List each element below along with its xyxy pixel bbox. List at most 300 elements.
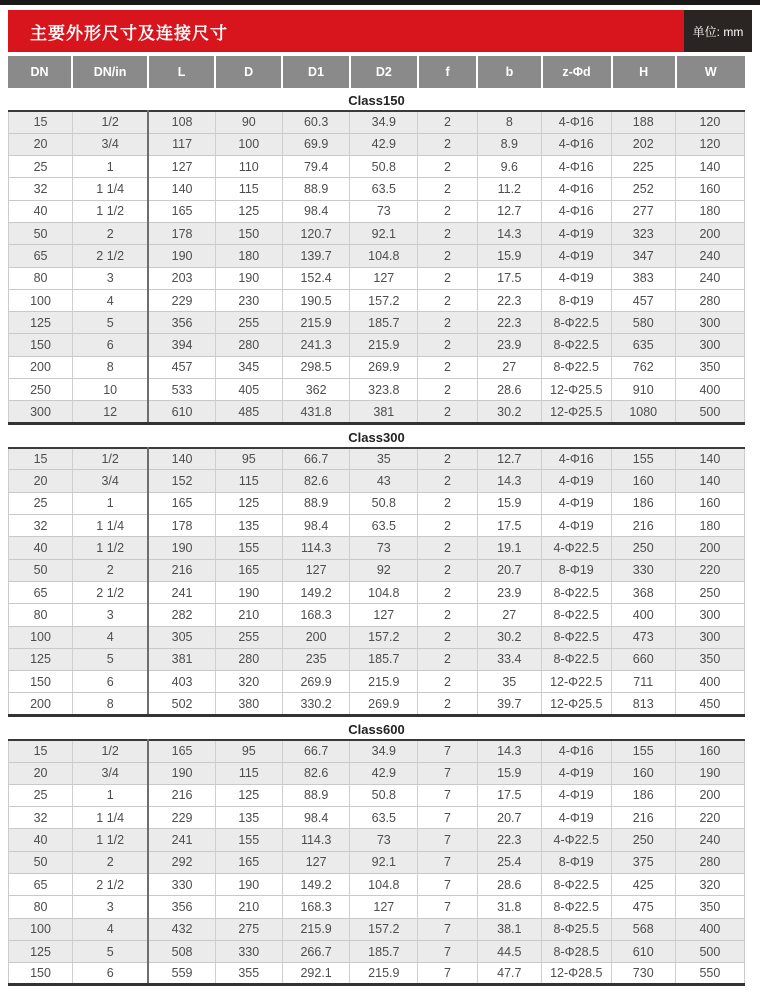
table-cell: 350 [675,648,744,670]
table-cell: 368 [611,581,675,603]
table-cell: 610 [148,401,215,423]
table-cell: 12-Φ25.5 [541,693,611,715]
table-cell: 220 [675,807,744,829]
table-cell: 381 [350,401,418,423]
table-cell: 127 [282,559,350,581]
table-cell: 1 [73,492,149,514]
table-cell: 178 [148,222,215,244]
table-cell: 7 [418,784,478,806]
table-cell: 88.9 [282,784,350,806]
table-cell: 550 [675,963,744,985]
unit-label: 单位: mm [684,10,752,52]
table-cell: 65 [9,874,73,896]
table-cell: 2 1/2 [73,581,149,603]
table-cell: 135 [215,515,282,537]
table-cell: 8-Φ22.5 [541,312,611,334]
table-cell: 323 [611,222,675,244]
table-cell: 40 [9,537,73,559]
table-cell: 381 [148,648,215,670]
table-row [9,626,745,648]
table-cell: 190 [215,581,282,603]
table-cell: 568 [611,918,675,940]
table-cell: 39.7 [477,693,541,715]
column-header: H [612,56,676,88]
table-cell: 2 [418,156,478,178]
table-row [9,918,745,940]
table-cell: 8-Φ28.5 [541,940,611,962]
table-cell: 7 [418,896,478,918]
table-row [9,470,745,492]
table-cell: 80 [9,896,73,918]
table-cell: 2 [418,289,478,311]
table-cell: 149.2 [282,874,350,896]
table-cell: 20 [9,470,73,492]
table-cell: 150 [9,963,73,985]
table-cell: 2 [418,133,478,155]
table-cell: 210 [215,604,282,626]
table-cell: 15.9 [477,245,541,267]
table-cell: 320 [675,874,744,896]
section-table [8,739,745,987]
table-cell: 292 [148,851,215,873]
table-cell: 127 [282,851,350,873]
table-cell: 25 [9,156,73,178]
table-cell: 98.4 [282,807,350,829]
table-cell: 127 [350,267,418,289]
table-cell: 140 [148,178,215,200]
table-cell: 2 [73,851,149,873]
table-cell: 2 [418,693,478,715]
table-cell: 100 [9,289,73,311]
table-cell: 114.3 [282,829,350,851]
table-row [9,133,745,155]
table-cell: 2 [418,379,478,401]
table-cell: 155 [215,537,282,559]
table-cell: 300 [675,626,744,648]
table-row [9,200,745,222]
table-row [9,762,745,784]
table-cell: 22.3 [477,829,541,851]
table-row [9,448,745,470]
table-cell: 17.5 [477,515,541,537]
table-cell: 4 [73,918,149,940]
table-cell: 139.7 [282,245,350,267]
table-cell: 323.8 [350,379,418,401]
table-cell: 8 [477,111,541,133]
table-cell: 2 [418,604,478,626]
table-cell: 125 [9,648,73,670]
table-cell: 240 [675,245,744,267]
table-cell: 3 [73,604,149,626]
table-row [9,289,745,311]
table-cell: 155 [215,829,282,851]
table-cell: 88.9 [282,492,350,514]
table-cell: 20.7 [477,807,541,829]
table-cell: 50.8 [350,784,418,806]
table-cell: 355 [215,963,282,985]
table-cell: 2 [418,448,478,470]
table-cell: 160 [611,470,675,492]
table-cell: 7 [418,807,478,829]
table-cell: 215.9 [350,671,418,693]
table-cell: 188 [611,111,675,133]
table-cell: 350 [675,896,744,918]
table-row [9,604,745,626]
table-cell: 127 [148,156,215,178]
table-cell: 157.2 [350,289,418,311]
table-cell: 50 [9,559,73,581]
table-cell: 1 [73,784,149,806]
table-row [9,581,745,603]
table-cell: 269.9 [350,356,418,378]
table-cell: 1 1/2 [73,829,149,851]
table-row [9,740,745,762]
table-cell: 160 [675,740,744,762]
table-cell: 104.8 [350,245,418,267]
table-cell: 229 [148,289,215,311]
table-cell: 35 [477,671,541,693]
table-cell: 185.7 [350,940,418,962]
table-cell: 7 [418,874,478,896]
table-cell: 1/2 [73,448,149,470]
table-cell: 63.5 [350,178,418,200]
column-header: DN [8,56,72,88]
table-cell: 241 [148,829,215,851]
table-cell: 250 [611,537,675,559]
table-row [9,111,745,133]
table-cell: 104.8 [350,581,418,603]
table-row [9,312,745,334]
table-cell: 4 [73,289,149,311]
table-cell: 200 [282,626,350,648]
table-cell: 35 [350,448,418,470]
table-cell: 80 [9,267,73,289]
table-cell: 2 [418,267,478,289]
table-cell: 282 [148,604,215,626]
table-cell: 255 [215,626,282,648]
table-cell: 8-Φ25.5 [541,918,611,940]
section-label: Class150 [348,93,405,108]
table-cell: 7 [418,851,478,873]
table-cell: 32 [9,178,73,200]
table-cell: 216 [148,784,215,806]
table-cell: 110 [215,156,282,178]
table-cell: 250 [675,581,744,603]
table-cell: 186 [611,784,675,806]
table-cell: 2 [418,178,478,200]
table-row [9,896,745,918]
table-cell: 9.6 [477,156,541,178]
table-cell: 5 [73,940,149,962]
table-cell: 7 [418,963,478,985]
table-cell: 280 [215,648,282,670]
table-cell: 2 [418,626,478,648]
table-cell: 200 [675,784,744,806]
table-cell: 4-Φ16 [541,740,611,762]
table-cell: 12-Φ25.5 [541,401,611,423]
table-cell: 155 [611,448,675,470]
table-cell: 152 [148,470,215,492]
table-cell: 152.4 [282,267,350,289]
table-cell: 4-Φ19 [541,807,611,829]
table-cell: 157.2 [350,918,418,940]
table-cell: 98.4 [282,200,350,222]
table-row [9,222,745,244]
table-cell: 120.7 [282,222,350,244]
table-cell: 292.1 [282,963,350,985]
table-cell: 4-Φ19 [541,762,611,784]
table-cell: 711 [611,671,675,693]
table-row [9,156,745,178]
table-cell: 34.9 [350,111,418,133]
table-cell: 8-Φ19 [541,559,611,581]
table-row [9,178,745,200]
table-cell: 266.7 [282,940,350,962]
table-cell: 450 [675,693,744,715]
table-cell: 2 [418,111,478,133]
table-cell: 2 [418,312,478,334]
table-cell: 65 [9,245,73,267]
table-cell: 400 [675,379,744,401]
table-cell: 350 [675,356,744,378]
table-cell: 190 [215,874,282,896]
table-cell: 533 [148,379,215,401]
section-table [8,447,745,717]
table-cell: 330 [148,874,215,896]
table-cell: 22.3 [477,312,541,334]
table-cell: 3/4 [73,133,149,155]
table-cell: 2 [418,222,478,244]
table-cell: 11.2 [477,178,541,200]
table-cell: 432 [148,918,215,940]
table-cell: 2 [418,492,478,514]
table-cell: 2 [418,356,478,378]
table-cell: 190 [675,762,744,784]
table-cell: 2 [418,245,478,267]
table-cell: 22.3 [477,289,541,311]
table-cell: 215.9 [282,312,350,334]
table-cell: 762 [611,356,675,378]
column-header: f [418,56,478,88]
table-cell: 168.3 [282,896,350,918]
table-cell: 400 [611,604,675,626]
table-cell: 431.8 [282,401,350,423]
table-cell: 216 [148,559,215,581]
table-cell: 2 [418,537,478,559]
table-row [9,379,745,401]
table-cell: 69.9 [282,133,350,155]
table-row [9,401,745,423]
table-cell: 502 [148,693,215,715]
table-cell: 403 [148,671,215,693]
table-cell: 7 [418,829,478,851]
table-row [9,874,745,896]
table-cell: 190 [148,537,215,559]
table-cell: 79.4 [282,156,350,178]
table-cell: 269.9 [282,671,350,693]
table-cell: 15.9 [477,492,541,514]
table-cell: 12-Φ25.5 [541,379,611,401]
table-cell: 3 [73,267,149,289]
table-cell: 73 [350,537,418,559]
table-cell: 4-Φ19 [541,515,611,537]
table-cell: 15 [9,111,73,133]
table-cell: 1 1/4 [73,515,149,537]
table-cell: 8-Φ19 [541,289,611,311]
table-cell: 90 [215,111,282,133]
table-cell: 114.3 [282,537,350,559]
table-cell: 32 [9,807,73,829]
column-header: D2 [350,56,418,88]
table-cell: 17.5 [477,784,541,806]
table-cell: 241.3 [282,334,350,356]
table-cell: 380 [215,693,282,715]
table-cell: 200 [675,537,744,559]
table-cell: 186 [611,492,675,514]
table-cell: 2 [418,671,478,693]
table-cell: 330 [611,559,675,581]
table-cell: 362 [282,379,350,401]
table-cell: 15 [9,740,73,762]
table-cell: 400 [675,918,744,940]
table-cell: 12 [73,401,149,423]
table-cell: 15.9 [477,762,541,784]
table-row [9,648,745,670]
table-cell: 4-Φ16 [541,200,611,222]
table-cell: 610 [611,940,675,962]
table-cell: 215.9 [350,334,418,356]
table-cell: 43 [350,470,418,492]
table-cell: 2 [418,401,478,423]
table-cell: 252 [611,178,675,200]
table-cell: 165 [148,740,215,762]
table-cell: 300 [675,334,744,356]
table-cell: 66.7 [282,448,350,470]
table-cell: 2 [73,559,149,581]
table-cell: 25.4 [477,851,541,873]
table-cell: 95 [215,740,282,762]
table-cell: 7 [418,740,478,762]
table-cell: 8-Φ22.5 [541,648,611,670]
table-cell: 356 [148,896,215,918]
table-row [9,537,745,559]
table-cell: 3/4 [73,762,149,784]
table-cell: 229 [148,807,215,829]
table-cell: 40 [9,200,73,222]
table-row [9,784,745,806]
table-cell: 60.3 [282,111,350,133]
column-header: W [676,56,745,88]
table-cell: 2 1/2 [73,874,149,896]
table-cell: 178 [148,515,215,537]
table-cell: 42.9 [350,133,418,155]
table-cell: 500 [675,940,744,962]
table-cell: 485 [215,401,282,423]
table-cell: 4-Φ16 [541,178,611,200]
table-cell: 203 [148,267,215,289]
column-header: b [477,56,541,88]
table-cell: 140 [675,448,744,470]
table-cell: 2 [418,334,478,356]
table-cell: 6 [73,671,149,693]
table-cell: 27 [477,604,541,626]
table-cell: 165 [148,492,215,514]
table-cell: 6 [73,334,149,356]
table-cell: 2 [418,581,478,603]
table-cell: 117 [148,133,215,155]
table-cell: 202 [611,133,675,155]
table-cell: 150 [9,334,73,356]
table-cell: 25 [9,492,73,514]
page-title: 主要外形尺寸及连接尺寸 [8,10,684,52]
table-cell: 155 [611,740,675,762]
table-cell: 66.7 [282,740,350,762]
table-cell: 160 [611,762,675,784]
table-row [9,851,745,873]
table-cell: 149.2 [282,581,350,603]
title-row [8,10,752,52]
table-cell: 92.1 [350,851,418,873]
table-cell: 33.4 [477,648,541,670]
table-cell: 345 [215,356,282,378]
table-cell: 320 [215,671,282,693]
table-cell: 65 [9,581,73,603]
table-cell: 6 [73,963,149,985]
table-cell: 20.7 [477,559,541,581]
table-cell: 125 [9,312,73,334]
table-row [9,829,745,851]
table-cell: 215.9 [350,963,418,985]
table-cell: 500 [675,401,744,423]
table-cell: 12-Φ28.5 [541,963,611,985]
table-cell: 82.6 [282,762,350,784]
table-cell: 115 [215,178,282,200]
table-cell: 98.4 [282,515,350,537]
table-cell: 165 [215,851,282,873]
table-cell: 190 [148,245,215,267]
table-cell: 12-Φ22.5 [541,671,611,693]
table-cell: 8-Φ22.5 [541,896,611,918]
table-cell: 120 [675,111,744,133]
table-cell: 910 [611,379,675,401]
column-header-row [8,56,745,88]
table-cell: 280 [675,851,744,873]
table-cell: 1/2 [73,740,149,762]
table-row [9,807,745,829]
table-cell: 216 [611,515,675,537]
table-cell: 8-Φ22.5 [541,581,611,603]
table-cell: 8.9 [477,133,541,155]
table-cell: 42.9 [350,762,418,784]
table-cell: 7 [418,918,478,940]
table-cell: 5 [73,648,149,670]
table-cell: 95 [215,448,282,470]
table-cell: 63.5 [350,807,418,829]
table-cell: 104.8 [350,874,418,896]
table-cell: 165 [215,559,282,581]
table-cell: 25 [9,784,73,806]
table-cell: 180 [675,515,744,537]
table-cell: 73 [350,829,418,851]
table-cell: 8-Φ22.5 [541,604,611,626]
table-cell: 120 [675,133,744,155]
table-cell: 185.7 [350,648,418,670]
table-cell: 241 [148,581,215,603]
table-cell: 1 1/2 [73,537,149,559]
table-row [9,693,745,715]
table-cell: 250 [611,829,675,851]
table-cell: 5 [73,312,149,334]
